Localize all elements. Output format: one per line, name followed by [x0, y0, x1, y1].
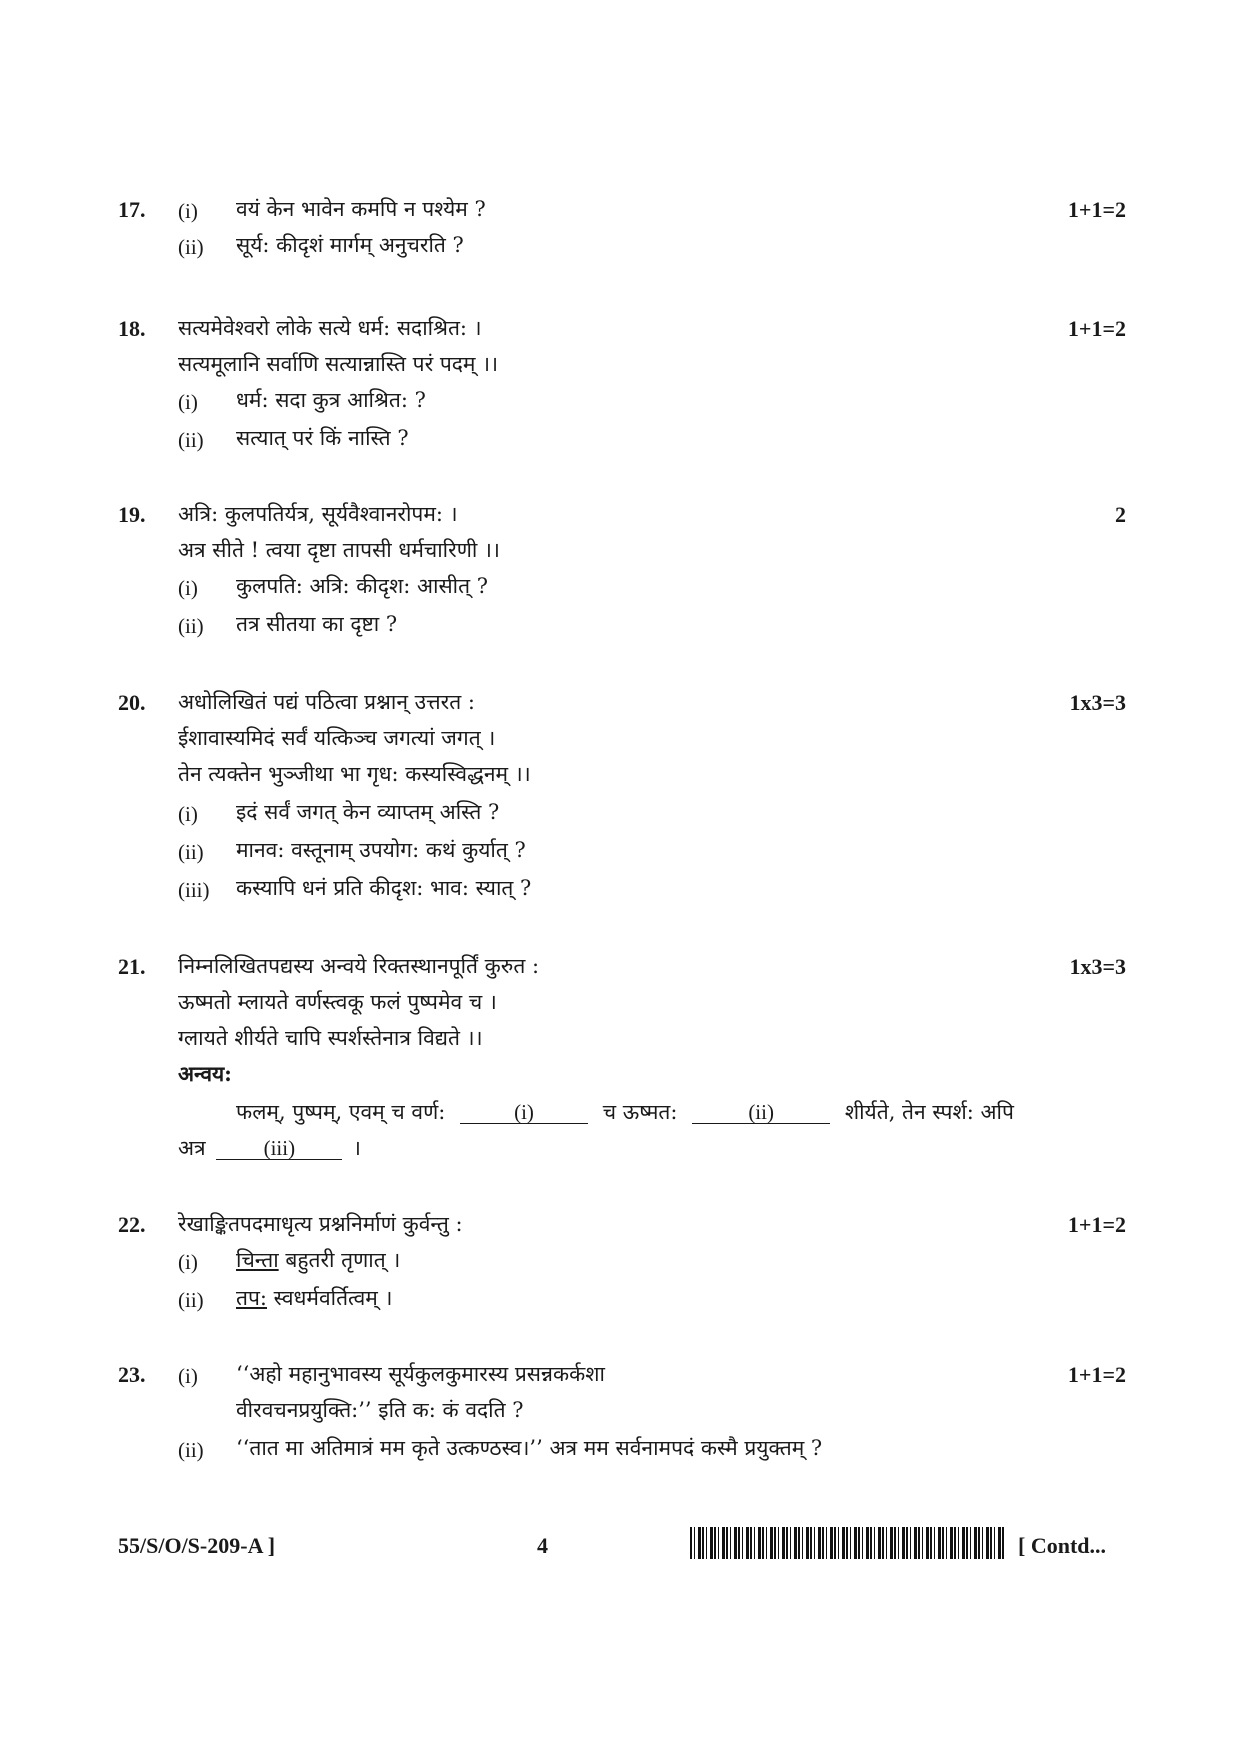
sub-text: वयं केन भावेन कमपि न पश्येम ?: [236, 197, 486, 221]
sub-text-continued: वीरवचनप्रयुक्ति:’’ इति क: कं वदति ?: [236, 1398, 524, 1422]
anvaya-text: ।: [353, 1136, 361, 1160]
sub-label: (ii): [178, 235, 204, 259]
underlined-word: तप:: [236, 1286, 267, 1310]
verse-line: सत्यमूलानि सर्वाणि सत्यान्नास्ति परं पदम् ।।: [178, 352, 499, 376]
sub-text: सत्यात् परं किं नास्ति ?: [236, 426, 409, 450]
sub-label: (ii): [178, 1438, 204, 1462]
question-number: 23.: [118, 1362, 146, 1387]
page-footer: [0, 1527, 1240, 1567]
continued-label: [ Contd...: [1018, 1533, 1107, 1558]
sub-text: तत्र सीतया का दृष्टा ?: [236, 612, 398, 636]
sub-text: सूर्य: कीदृशं मार्गम् अनुचरति ?: [236, 233, 464, 257]
sub-label: (i): [178, 390, 198, 414]
question-instruction: रेखाङ्कितपदमाधृत्य प्रश्ननिर्माणं कुर्वन्तु :: [178, 1212, 463, 1236]
anvaya-text: शीर्यते, तेन स्पर्श: अपि: [844, 1100, 1014, 1124]
sub-text: कस्यापि धनं प्रति कीदृश: भाव: स्यात् ?: [236, 876, 532, 900]
paper-code: 55/S/O/S-209-A ]: [118, 1533, 276, 1558]
question-marks: 1x3=3: [1069, 690, 1126, 715]
anvaya-text: फलम्, पुष्पम्, एवम् च वर्ण:: [236, 1100, 446, 1124]
sub-text: कुलपति: अत्रि: कीदृश: आसीत् ?: [236, 574, 489, 598]
verse-line: ग्लायते शीर्यते चापि स्पर्शस्तेनात्र विद्यते ।।: [178, 1026, 483, 1050]
blank-field: (i): [460, 1101, 588, 1124]
sub-text: इदं सर्वं जगत् केन व्याप्तम् अस्ति ?: [236, 800, 500, 824]
page-number: 4: [537, 1533, 548, 1558]
verse-line: ईशावास्यमिदं सर्वं यत्किञ्च जगत्यां जगत् ।: [178, 726, 496, 750]
sub-text: [236, 1284, 393, 1312]
blank-field: (ii): [692, 1101, 830, 1124]
question-instruction: अधोलिखितं पद्यं पठित्वा प्रश्नान् उत्तरत :: [178, 690, 475, 714]
question-number: 17.: [118, 197, 146, 222]
sub-text: मानव: वस्तूनाम् उपयोग: कथं कुर्यात् ?: [236, 838, 526, 862]
blank-field: (iii): [216, 1137, 342, 1160]
anvaya-text: अत्र: [178, 1136, 206, 1160]
sub-label: (i): [178, 1250, 198, 1274]
verse-line: अत्रि: कुलपतिर्यत्र, सूर्यवैश्वानरोपम: ।: [178, 502, 458, 526]
question-instruction: निम्नलिखितपद्यस्य अन्वये रिक्तस्थानपूर्तिं कुरुत :: [178, 954, 540, 978]
verse-line: अत्र सीते ! त्वया दृष्टा तापसी धर्मचारिणी ।।: [178, 538, 500, 562]
sub-label: (ii): [178, 840, 204, 864]
sub-label: (i): [178, 199, 198, 223]
anvaya-line-2: [178, 1134, 361, 1162]
question-marks: 1+1=2: [1067, 1212, 1126, 1237]
sub-text: ‘‘तात मा अतिमात्रं मम कृते उत्कण्ठस्व।’’ अत्र मम सर्वनामपदं कस्मै प्रयुक्तम् ?: [236, 1436, 823, 1460]
anvaya-label: अन्वय:: [178, 1061, 232, 1086]
question-marks: 1+1=2: [1067, 1362, 1126, 1387]
verse-line: सत्यमेवेश्वरो लोके सत्ये धर्म: सदाश्रित: ।: [178, 316, 482, 340]
question-number: 22.: [118, 1212, 146, 1237]
question-marks: 1+1=2: [1067, 316, 1126, 341]
sub-label: (iii): [178, 878, 210, 902]
barcode: [690, 1527, 1006, 1559]
question-marks: 2: [1115, 502, 1126, 527]
sub-label: (ii): [178, 1288, 204, 1312]
sub-label: (ii): [178, 428, 204, 452]
sub-text: धर्म: सदा कुत्र आश्रित: ?: [236, 388, 426, 412]
anvaya-line-1: [236, 1098, 1014, 1126]
question-marks: 1x3=3: [1069, 954, 1126, 979]
question-number: 20.: [118, 690, 146, 715]
sub-text-rest: स्वधर्मवर्तित्वम् ।: [266, 1286, 393, 1310]
question-number: 19.: [118, 502, 146, 527]
question-marks: 1+1=2: [1067, 197, 1126, 222]
question-number: 21.: [118, 954, 146, 979]
sub-label: (i): [178, 576, 198, 600]
underlined-word: चिन्ता: [236, 1248, 279, 1272]
verse-line: ऊष्मतो म्लायते वर्णस्त्वकू फलं पुष्पमेव च ।: [178, 990, 497, 1014]
verse-line: तेन त्यक्तेन भुञ्जीथा भा गृध: कस्यस्विद्धनम् ।।: [178, 762, 531, 786]
sub-text: ‘‘अहो महानुभावस्य सूर्यकुलकुमारस्य प्रसन्नकर्कशा: [236, 1362, 605, 1386]
sub-text-rest: बहुतरी तृणात् ।: [278, 1248, 401, 1272]
question-number: 18.: [118, 316, 146, 341]
sub-label: (i): [178, 1364, 198, 1388]
anvaya-text: च ऊष्मत:: [602, 1100, 678, 1124]
sub-label: (ii): [178, 614, 204, 638]
sub-text: [236, 1246, 400, 1274]
sub-label: (i): [178, 802, 198, 826]
